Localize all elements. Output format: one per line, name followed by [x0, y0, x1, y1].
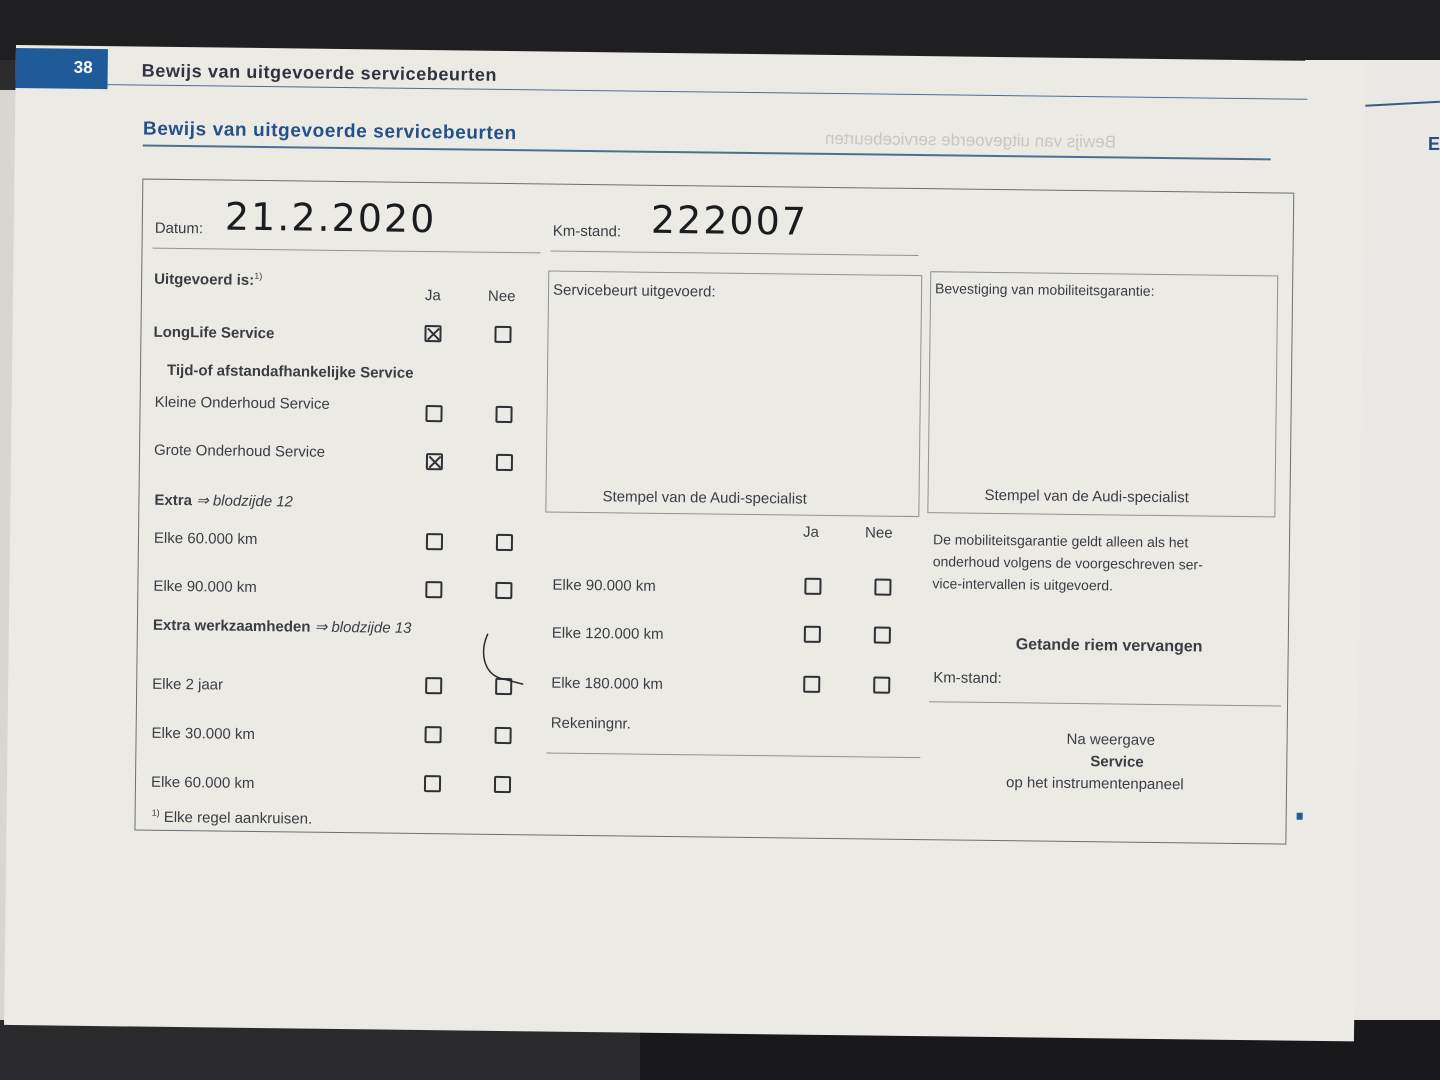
- werk-2jaar-label: Elke 2 jaar: [152, 675, 224, 694]
- middle-120000-nee-checkbox[interactable]: [874, 627, 891, 644]
- middle-180000-nee-checkbox[interactable]: [873, 677, 890, 694]
- datum-line: [153, 248, 541, 254]
- werk-label: Extra werkzaamheden: [152, 616, 311, 636]
- rekeningnr-label: Rekeningnr.: [550, 714, 631, 733]
- middle-120000-label: Elke 120.000 km: [551, 624, 664, 643]
- tijd-heading: Tijd-of afstandafhankelijke Service: [166, 361, 414, 382]
- page-number: 38: [73, 57, 93, 77]
- extra-90000-label: Elke 90.000 km: [153, 577, 257, 596]
- werk-60000-nee-checkbox[interactable]: [494, 776, 511, 793]
- servicebeurt-label: Servicebeurt uitgevoerd:: [552, 281, 716, 301]
- footnote: [151, 808, 312, 828]
- longlife-nee-checkbox[interactable]: [494, 326, 511, 343]
- werk-60000-ja-checkbox[interactable]: [424, 775, 441, 792]
- section-title: Bewijs van uitgevoerde servicebeurten: [142, 118, 517, 145]
- extra-60000-label: Elke 60.000 km: [153, 529, 258, 548]
- pen-mark: [477, 632, 528, 693]
- werk-heading: [153, 616, 412, 637]
- middle-col-ja: Ja: [803, 523, 820, 541]
- extra-60000-nee-checkbox[interactable]: [496, 534, 513, 551]
- extra-page-ref: ⇒ blodzijde 12: [196, 492, 294, 511]
- getande-km-line: [929, 701, 1281, 706]
- middle-180000-label: Elke 180.000 km: [551, 674, 664, 693]
- uitgevoerd-label: Uitgevoerd is:$^{1)}$: [154, 270, 263, 289]
- werk-30000-label: Elke 30.000 km: [151, 724, 256, 743]
- datum-handwritten: 21.2.2020: [224, 194, 437, 242]
- garantie-note-line3: vice-intervallen is uitgevoerd.: [932, 575, 1114, 594]
- end-marker: [1297, 813, 1303, 820]
- servicebeurt-stamp-box: [545, 271, 922, 518]
- getande-heading: Getande riem vervangen: [1015, 636, 1203, 656]
- middle-col-nee: Nee: [864, 524, 893, 542]
- footnote-text: Elke regel aankruisen.: [163, 808, 313, 828]
- col-ja: Ja: [424, 287, 441, 305]
- bevestiging-label: Bevestiging van mobiliteitsgarantie:: [934, 280, 1155, 299]
- km-stand-handwritten: 222007: [650, 197, 809, 244]
- mobiliteit-stamp-caption: Stempel van de Audi-specialist: [984, 486, 1189, 507]
- uitgevoerd-footnote-mark: 1): [254, 270, 263, 282]
- right-page-letter: E: [1428, 134, 1440, 154]
- extra-90000-nee-checkbox[interactable]: [495, 582, 512, 599]
- header-rule: [108, 84, 1308, 100]
- grote-nee-checkbox[interactable]: [496, 454, 513, 471]
- extra-60000-ja-checkbox[interactable]: [426, 533, 443, 550]
- getande-km-label: Km-stand:: [933, 669, 1002, 688]
- kleine-ja-checkbox[interactable]: [425, 405, 442, 422]
- werk-30000-nee-checkbox[interactable]: [494, 727, 511, 744]
- footnote-mark: 1): [151, 807, 160, 818]
- middle-120000-ja-checkbox[interactable]: [804, 626, 821, 643]
- extra-label: Extra: [154, 491, 193, 510]
- werk-60000-label: Elke 60.000 km: [150, 773, 255, 792]
- werk-2jaar-ja-checkbox[interactable]: [425, 677, 442, 694]
- middle-90000-ja-checkbox[interactable]: [804, 578, 821, 595]
- kleine-nee-checkbox[interactable]: [495, 406, 512, 423]
- longlife-ja-checkbox[interactable]: [424, 325, 441, 342]
- datum-label: Datum:: [154, 219, 204, 238]
- extra-heading: [154, 491, 293, 511]
- page-tab: [15, 48, 107, 89]
- servicebeurt-stamp-caption: Stempel van de Audi-specialist: [602, 488, 807, 508]
- longlife-label: LongLife Service: [153, 323, 275, 343]
- col-nee: Nee: [487, 287, 516, 306]
- middle-90000-nee-checkbox[interactable]: [874, 579, 891, 596]
- km-stand-label: Km-stand:: [552, 222, 622, 241]
- garantie-note-line2: onderhoud volgens de voorgeschreven ser-: [932, 553, 1203, 573]
- grote-ja-checkbox[interactable]: [426, 453, 443, 470]
- rekeningnr-line: [546, 753, 920, 759]
- header-title: Bewijs van uitgevoerde servicebeurten: [141, 60, 498, 85]
- mobiliteit-stamp-box: [927, 271, 1278, 517]
- na-weergave-line2: Service: [1090, 753, 1144, 771]
- service-form: [134, 179, 1294, 845]
- kleine-label: Kleine Onderhoud Service: [154, 393, 330, 413]
- show-through-text: Bewijs van uitgevoerde servicebeurten: [824, 128, 1117, 152]
- km-stand-line: [551, 251, 919, 256]
- werk-30000-ja-checkbox[interactable]: [425, 726, 442, 743]
- middle-90000-label: Elke 90.000 km: [552, 576, 656, 595]
- garantie-note-line1: De mobiliteitsgarantie geldt alleen als het: [932, 531, 1189, 551]
- extra-90000-ja-checkbox[interactable]: [425, 581, 442, 598]
- grote-label: Grote Onderhoud Service: [153, 441, 326, 461]
- booklet-page: [4, 45, 1366, 1041]
- werk-page-ref: ⇒ blodzijde 13: [314, 618, 412, 637]
- middle-180000-ja-checkbox[interactable]: [803, 676, 820, 693]
- na-weergave-line1: Na weergave: [1066, 730, 1156, 749]
- na-weergave-line3: op het instrumentenpaneel: [1005, 774, 1184, 794]
